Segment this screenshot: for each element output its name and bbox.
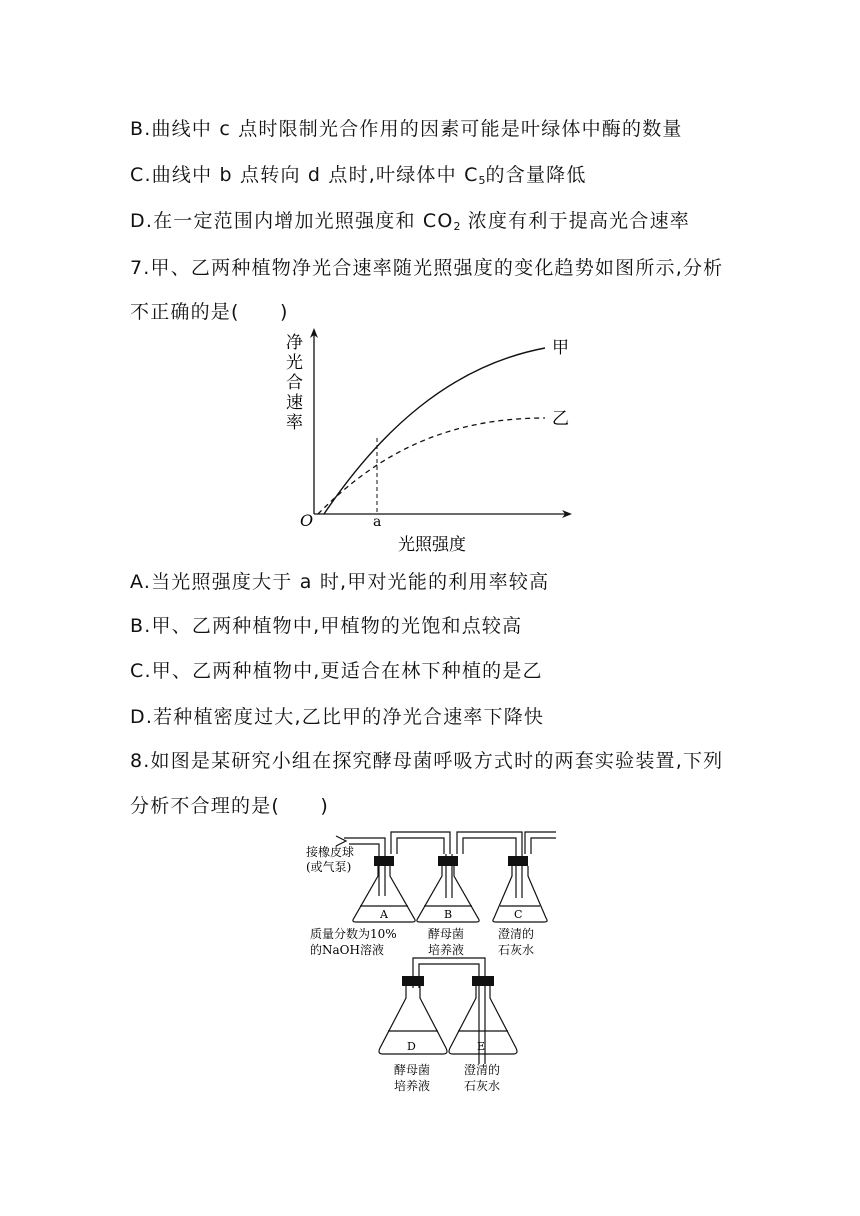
q6-option-c-text-end: 的含量降低 [485,164,587,186]
q6-option-d [130,206,690,233]
pump-label-line2: (或气泵) [306,860,352,874]
y-axis-label-char-1: 净 [286,333,303,353]
y-axis-label-char-2: 光 [286,353,303,373]
q7-stem-line1: 7.甲、乙两种植物净光合速率随光照强度的变化趋势如图所示,分析 [130,257,724,279]
flask-a-label-line2: 的NaOH溶液 [310,943,384,957]
y-axis-label-char-3: 合 [286,373,303,393]
flask-e-label-line1: 澄清的 [464,1063,501,1077]
origin-label: O [300,511,314,530]
curve-jia [324,348,545,514]
figure-7-photosynthesis-graph [280,326,600,556]
q8-stem-line2: 分析不合理的是( ) [130,795,330,817]
flask-b-stopper [438,856,458,866]
flask-d-stopper [402,976,424,986]
flask-d-letter: D [407,1040,416,1053]
flask-c-letter: C [514,908,523,921]
q6-option-d-text: D.在一定范围内增加光照强度和 CO [130,210,454,232]
tube-b-to-c [457,832,522,854]
curve-yi-label: 乙 [552,409,569,429]
tube-a-to-b [391,832,450,854]
x-axis-label: 光照强度 [398,535,466,555]
flask-a-label-line1: 质量分数为10% [310,927,397,941]
flask-d-label-line2: 培养液 [394,1079,431,1093]
flask-a-letter: A [380,908,388,921]
q6-option-b: B.曲线中 c 点时限制光合作用的因素可能是叶绿体中酶的数量 [130,118,683,140]
flask-c-stopper [508,856,528,866]
flask-e-stopper [472,976,494,986]
flask-c-label-line1: 澄清的 [498,927,535,941]
q6-option-c-text: C.曲线中 b 点转向 d 点时,叶绿体中 C [130,164,479,186]
q7-option-b: B.甲、乙两种植物中,甲植物的光饱和点较高 [130,615,523,637]
y-axis-label-char-4: 速 [286,393,303,413]
point-a-label: a [373,514,382,530]
tube-e-inlet [479,1002,485,1064]
flask-e-letter: E [477,1040,486,1053]
tube-c-vent [525,832,556,854]
flask-b-label-line1: 酵母菌 [428,927,465,941]
curve-yi [318,418,545,514]
q6-option-d-subscript: 2 [453,220,461,233]
pump-label-line1: 接橡皮球 [306,845,355,859]
q6-option-d-text-end: 浓度有利于提高光合速率 [460,210,690,232]
q8-stem-line1: 8.如图是某研究小组在探究酵母菌呼吸方式时的两套实验装置,下列 [130,750,724,772]
curve-jia-label: 甲 [552,338,569,358]
q7-option-c: C.甲、乙两种植物中,更适合在林下种植的是乙 [130,660,543,682]
q7-option-a: A.当光照强度大于 a 时,甲对光能的利用率较高 [130,571,550,593]
flask-c-label-line2: 石灰水 [498,943,535,957]
flask-b-label-line2: 培养液 [428,943,465,957]
q7-option-d: D.若种植密度过大,乙比甲的净光合速率下降快 [130,706,545,728]
q6-option-c-subscript: 5 [478,174,486,187]
q7-stem-line2: 不正确的是( ) [130,301,289,323]
flask-a-stopper [374,856,394,866]
q6-option-c [130,160,587,187]
y-axis-label-char-5: 率 [286,413,303,433]
flask-d-label-line1: 酵母菌 [394,1063,431,1077]
flask-e-label-line2: 石灰水 [464,1079,501,1093]
flask-b-letter: B [444,908,453,921]
figure-8-yeast-apparatus [300,826,570,1096]
